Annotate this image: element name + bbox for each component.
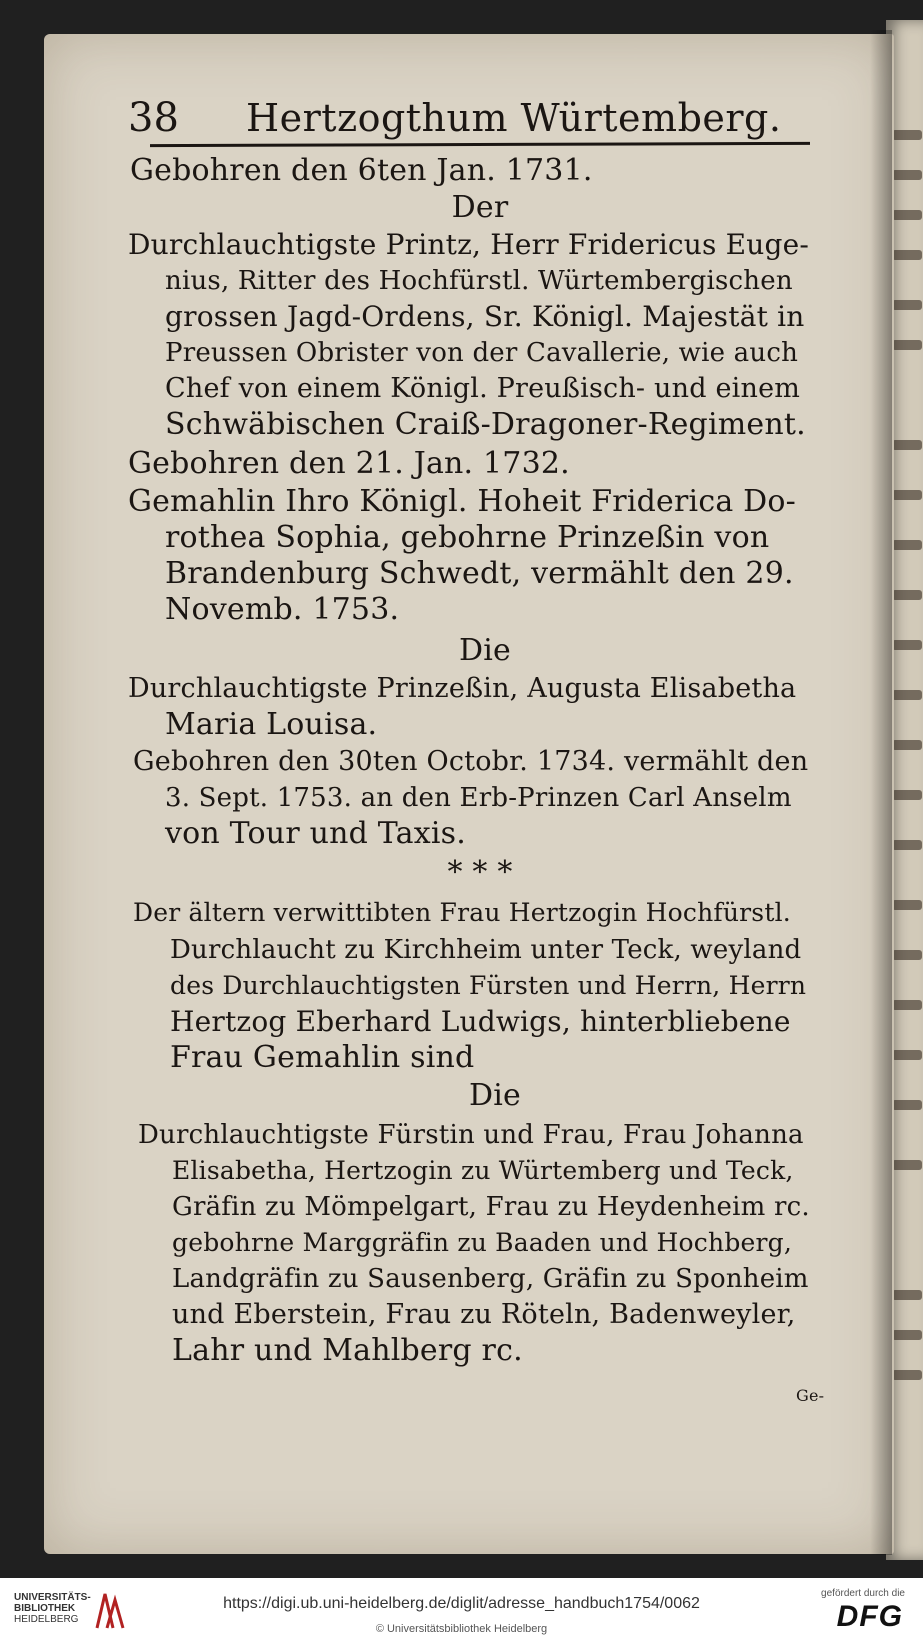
text-line: Die — [468, 1078, 521, 1113]
library-name-line: UNIVERSITÄTS- — [14, 1592, 91, 1603]
text-line: Elisabetha, Hertzogin zu Würtemberg und Teck, — [172, 1156, 794, 1185]
text-line: Durchlauchtigste Printz, Herr Fridericus Euge- — [128, 228, 810, 261]
text-line: Gebohren den 21. Jan. 1732. — [128, 446, 570, 481]
text-line: nius, Ritter des Hochfürstl. Würtembergischen — [165, 266, 793, 296]
copyright-notice: © Universitätsbibliothek Heidelberg — [375, 1623, 548, 1635]
text-line: von Tour und Taxis. — [165, 816, 467, 851]
text-line: Die — [458, 633, 511, 668]
text-line: Preussen Obrister von der Cavallerie, wie auch — [165, 338, 799, 368]
page-number: 38 — [128, 95, 179, 141]
text-line: Durchlauchtigste Prinzeßin, Augusta Elisabetha — [128, 673, 797, 704]
text-line: Durchlauchtigste Fürstin und Frau, Frau Johanna — [138, 1120, 804, 1150]
text-line: Gebohren den 30ten Octobr. 1734. vermählt den — [133, 746, 809, 777]
text-line: des Durchlauchtigsten Fürsten und Herrn, Herrn — [170, 971, 807, 1000]
text-line: Gräfin zu Mömpelgart, Frau zu Heydenheim rc. — [172, 1192, 810, 1222]
text-line: Der ältern verwittibten Frau Hertzogin Hochfürstl. — [133, 898, 791, 927]
text-line: Lahr und Mahlberg rc. — [172, 1333, 523, 1368]
text-line: Landgräfin zu Sausenberg, Gräfin zu Sponheim — [172, 1264, 809, 1294]
text-line: Chef von einem Königl. Preußisch- und einem — [165, 373, 801, 404]
text-line: Gemahlin Ihro Königl. Hoheit Friderica Do- — [128, 484, 796, 519]
library-name-line: HEIDELBERG — [14, 1614, 79, 1625]
text-line: gebohrne Marggräfin zu Baaden und Hochberg, — [172, 1228, 793, 1257]
text-line: und Eberstein, Frau zu Röteln, Badenweyler, — [172, 1299, 796, 1330]
text-line: 3. Sept. 1753. an den Erb-Prinzen Carl Anselm — [165, 783, 792, 813]
running-title: Hertzogthum Würtemberg. — [246, 96, 782, 140]
dfg-logo[interactable]: DFG — [836, 1600, 903, 1633]
text-line: Brandenburg Schwedt, vermählt den 29. — [165, 556, 794, 591]
text-line: rothea Sophia, gebohrne Prinzeßin von — [165, 520, 770, 555]
library-name-line: BIBLIOTHEK — [14, 1603, 76, 1614]
text-line: Maria Louisa. — [165, 707, 378, 742]
text-line: Gebohren den 6ten Jan. 1731. — [130, 153, 593, 188]
catchword: Ge- — [796, 1386, 825, 1405]
text-line: grossen Jagd-Ordens, Sr. Königl. Majestät in — [165, 300, 805, 333]
text-line: Hertzog Eberhard Ludwigs, hinterbliebene — [170, 1005, 791, 1038]
permalink-url[interactable]: https://digi.ub.uni-heidelberg.de/diglit/adresse_handbuch1754/0062 — [223, 1595, 700, 1612]
ornament-asterisks: * * * — [447, 855, 513, 890]
viewer-footer — [0, 1578, 923, 1645]
funder-note: gefördert durch die — [821, 1588, 905, 1599]
text-line: Durchlaucht zu Kirchheim unter Teck, weyland — [170, 935, 802, 965]
text-line: Novemb. 1753. — [165, 592, 400, 627]
text-line: Frau Gemahlin sind — [170, 1040, 475, 1075]
text-line: Der — [451, 190, 509, 225]
text-line: Schwäbischen Craiß-Dragoner-Regiment. — [165, 407, 806, 442]
